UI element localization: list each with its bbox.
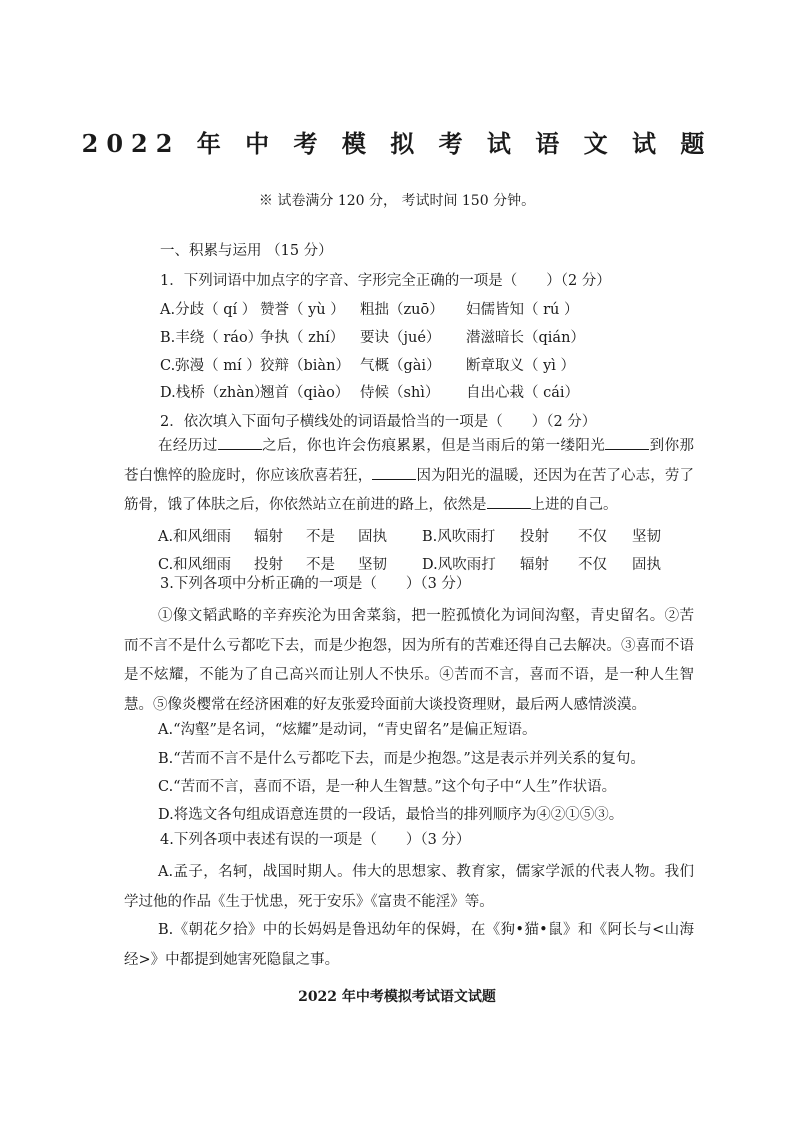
q1-option-cell: 断章取义（ yì ） xyxy=(466,358,576,374)
q3-option-b: B.“苦而不言不是什么亏都吃下去，而是少抱怨。”这是表示并列关系的复句。 xyxy=(158,751,645,767)
q1-option-cell: B.丰绕（ ráo） xyxy=(160,330,263,346)
q3-option-c: C.“苦而不言，喜而不语，是一种人生智慧。”这个句子中“人生”作状语。 xyxy=(158,779,617,795)
q1-option-cell: 争执（ zhí） xyxy=(260,330,345,346)
question-3-passage: ①像文韬武略的辛弃疾沦为田舍菜翁，把一腔孤愤化为词间沟壑，青史留名。②苦而不言不是什么亏都吃下去，而是少抱怨，因为所有的苦难还得自己去解决。③喜而不语是不炫耀，不能为了自己高兴而让别人不快乐。④苦而不言，喜而不语，是一种人生智慧。⑤像炎樱常在经济困难的好友张爱玲面前大谈投资理财，最后两人感情淡漠。 xyxy=(124,608,694,713)
q1-option-cell: 妇儒皆知（ rú ） xyxy=(466,302,579,318)
fill-blank xyxy=(487,494,531,509)
q2-option-row-ab xyxy=(158,525,678,545)
q2-option-cell: 辐射 xyxy=(254,529,283,545)
q2-option-cell: C.和风细雨 xyxy=(158,557,232,573)
q1-option-cell: C.弥漫（ mí ） xyxy=(160,358,261,374)
passage-text: 之后，你也许会伤痕累累，但是当雨后的第一缕阳光 xyxy=(261,438,606,454)
question-3-stem: 3.下列各项中分析正确的一项是（ ）（3 分） xyxy=(160,576,471,592)
q1-option-row-c xyxy=(160,354,660,374)
question-4-stem: 4.下列各项中表述有误的一项是（ ）（3 分） xyxy=(160,832,471,848)
q1-option-row-a xyxy=(160,298,660,318)
passage-text: 在经历过 xyxy=(158,438,218,454)
q1-option-cell: 赞誉（ yù ） xyxy=(260,302,345,318)
q1-option-cell: 粗拙（zuō） xyxy=(360,302,444,318)
q2-option-cell: A.和风细雨 xyxy=(158,529,232,545)
q2-option-cell: 投射 xyxy=(520,529,549,545)
q1-option-cell: 自出心栽（ cái） xyxy=(466,385,580,401)
q2-option-cell: 固执 xyxy=(358,529,387,545)
q1-option-cell: 翘首（qiào） xyxy=(260,385,350,401)
q2-option-cell: 投射 xyxy=(254,557,283,573)
q2-option-cell: 坚韧 xyxy=(632,529,661,545)
question-2-stem: 2．依次填入下面句子横线处的词语最恰当的一项是（ ）（2 分） xyxy=(160,414,597,430)
passage-text: 到你那苍白憔悴的脸庞时，你应该欣喜若狂， xyxy=(124,438,695,484)
fill-blank xyxy=(218,435,262,450)
q1-option-cell: 狡辩（biàn） xyxy=(260,358,350,374)
q1-option-cell: D.栈桥（zhàn） xyxy=(160,385,269,401)
q1-option-cell: A.分歧（ qí ） xyxy=(160,302,257,318)
q1-option-cell: 侍候（shì） xyxy=(360,385,440,401)
q2-option-cell: 固执 xyxy=(632,557,661,573)
page-footer: 2022 年中考模拟考试语文试题 xyxy=(298,989,496,1005)
page-title: 2022 年 中 考 模 拟 考 试 语 文 试 题 xyxy=(81,129,713,158)
question-2-passage xyxy=(124,432,694,521)
q2-option-cell: 不是 xyxy=(306,529,335,545)
q2-option-cell: 坚韧 xyxy=(358,557,387,573)
q1-option-row-b xyxy=(160,326,660,346)
q4-option-b: B.《朝花夕拾》中的长妈妈是鲁迅幼年的保姆，在《狗•猫•鼠》和《阿长与<山海经>》中都提到她害死隐鼠之事。 xyxy=(124,922,694,968)
q1-option-cell: 气概（gài） xyxy=(360,358,441,374)
q1-option-row-d xyxy=(160,381,660,401)
q2-option-cell: D.风吹雨打 xyxy=(422,557,496,573)
passage-text: 因为阳光的温暖，还因为在苦了心志，劳了筋骨，饿了体肤之后，你依然站立在前进的路上，依然是 xyxy=(124,467,695,513)
passage-text: 上进的自己。 xyxy=(530,497,618,513)
q2-option-cell: 不仅 xyxy=(578,529,607,545)
q2-option-cell: 不是 xyxy=(306,557,335,573)
fill-blank xyxy=(605,435,649,450)
q2-option-cell: 辐射 xyxy=(520,557,549,573)
section-heading: 一、积累与运用 （15 分） xyxy=(160,243,333,259)
q3-option-d: D.将选文各句组成语意连贯的一段话，最恰当的排列顺序为④②①⑤③。 xyxy=(158,807,624,823)
fill-blank xyxy=(372,465,416,480)
q1-option-cell: 潜滋暗长（qián） xyxy=(466,330,585,346)
exam-info: ※ 试卷满分 120 分， 考试时间 150 分钟。 xyxy=(258,193,536,209)
q3-option-a: A.“沟壑”是名词，“炫耀”是动词，“青史留名”是偏正短语。 xyxy=(158,722,537,738)
q2-option-cell: B.风吹雨打 xyxy=(422,529,496,545)
q2-option-row-cd xyxy=(158,553,678,573)
q4-option-a: A.孟子，名轲，战国时期人。伟大的思想家、教育家，儒家学派的代表人物。我们学过他的作品《生于忧患，死于安乐》《富贵不能淫》等。 xyxy=(124,864,694,910)
q1-option-cell: 要诀（jué） xyxy=(360,330,441,346)
q2-option-cell: 不仅 xyxy=(578,557,607,573)
question-1-stem: 1．下列词语中加点字的字音、字形完全正确的一项是（ ）（2 分） xyxy=(160,273,611,289)
